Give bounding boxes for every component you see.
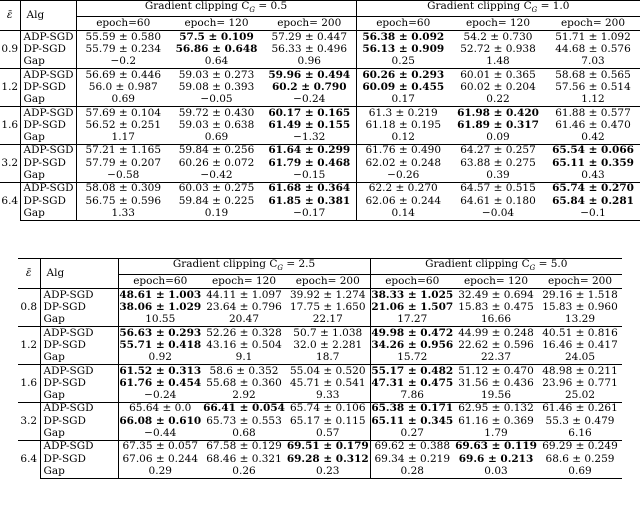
result-cell: 22.62 ± 0.596 [458, 338, 534, 351]
result-cell: 55.3 ± 0.479 [545, 414, 615, 427]
result-cell: 66.08 ± 0.610 [119, 414, 202, 427]
result-cell: 52.72 ± 0.938 [460, 43, 536, 56]
algorithm-name: DP-SGD [40, 339, 118, 351]
epsilon-value: 6.4 [0, 182, 20, 220]
result-cell: 16.66 [480, 313, 512, 326]
epoch-header: epoch= 120 [450, 17, 546, 31]
result-cell: 57.29 ± 0.447 [263, 31, 356, 44]
result-cell: 59.03 ± 0.638 [178, 118, 255, 131]
result-cell: 0.39 [486, 169, 510, 181]
result-cell: 58.6 ± 0.352 [202, 364, 286, 377]
result-cell: 6.16 [568, 427, 592, 439]
result-cell: 0.64 [204, 55, 229, 68]
result-cell: 0.14 [356, 207, 450, 220]
result-cell: 65.84 ± 0.281 [552, 194, 634, 207]
algorithm-name: ADP-SGD [20, 144, 76, 157]
result-cell: 0.69 [111, 93, 135, 106]
epoch-header: epoch=60 [76, 17, 170, 31]
table-row [0, 169, 640, 182]
result-cell: −0.42 [200, 169, 233, 181]
result-cell: 65.54 ± 0.066 [546, 144, 640, 157]
result-cell: 61.98 ± 0.420 [450, 106, 546, 119]
algorithm-name: Gap [40, 465, 118, 478]
result-cell: 58.08 ± 0.309 [76, 182, 170, 195]
result-cell: 68.6 ± 0.259 [545, 452, 615, 465]
algorithm-name: ADP-SGD [20, 106, 76, 119]
group-value: = 0.5 [254, 0, 288, 12]
table-row [18, 301, 622, 313]
result-cell: 45.71 ± 0.541 [286, 377, 370, 389]
result-cell: 62.95 ± 0.132 [454, 402, 538, 415]
result-cell: 51.12 ± 0.470 [454, 364, 538, 377]
group-title: Gradient clipping C [144, 0, 250, 12]
result-cell: 34.26 ± 0.956 [371, 338, 454, 351]
result-cell: 67.58 ± 0.129 [202, 440, 286, 453]
result-cell: 60.09 ± 0.455 [362, 80, 445, 93]
table-row [0, 106, 640, 119]
result-cell: 61.88 ± 0.577 [546, 106, 640, 119]
result-cell: 59.03 ± 0.273 [170, 68, 263, 81]
algorithm-name: DP-SGD [40, 377, 118, 389]
table-row [0, 94, 640, 107]
algorithm-name: ADP-SGD [40, 364, 118, 377]
table-row [0, 207, 640, 220]
table-row [18, 352, 622, 365]
result-cell: 0.22 [486, 93, 510, 106]
result-cell: 19.56 [480, 389, 512, 402]
result-cell: −0.15 [263, 169, 356, 182]
result-cell: −0.17 [263, 207, 356, 220]
result-cell: 67.35 ± 0.057 [118, 440, 202, 453]
result-cell: −0.04 [450, 207, 546, 220]
group-subscript: G [529, 264, 536, 273]
result-cell: 23.96 ± 0.771 [542, 376, 618, 389]
algorithm-name: DP-SGD [40, 453, 118, 465]
epsilon-value: 3.2 [18, 402, 40, 440]
epsilon-value: 1.2 [0, 68, 20, 106]
group-title: Gradient clipping C [425, 258, 530, 270]
result-cell: 18.7 [286, 352, 370, 365]
table-row [0, 81, 640, 93]
table-row [0, 182, 640, 195]
epoch-header: epoch=60 [118, 275, 202, 289]
result-cell: 0.17 [391, 93, 415, 106]
result-cell: 58.68 ± 0.565 [546, 68, 640, 81]
result-cell: 38.06 ± 1.029 [119, 301, 202, 314]
table-row [0, 157, 640, 169]
group-header [356, 1, 640, 17]
result-cell: 1.17 [111, 131, 135, 144]
algorithm-name: Gap [40, 389, 118, 402]
table-row [0, 131, 640, 144]
algorithm-name: Gap [40, 314, 118, 327]
result-cell: 22.17 [286, 314, 370, 327]
table-row [18, 314, 622, 327]
result-cell: −0.1 [546, 207, 640, 220]
result-cell: 61.18 ± 0.195 [365, 118, 442, 131]
result-cell: 57.56 ± 0.514 [555, 80, 631, 93]
result-cell: 0.69 [204, 131, 229, 144]
table-row [0, 119, 640, 131]
algorithm-name: Gap [20, 131, 76, 144]
result-cell: 55.79 ± 0.234 [85, 43, 162, 56]
epsilon-value: 1.2 [18, 326, 40, 364]
result-cell: 0.29 [118, 465, 202, 478]
results-table-top [0, 0, 640, 221]
epoch-header: epoch= 200 [286, 275, 370, 289]
result-cell: 32.0 ± 2.281 [286, 339, 370, 351]
group-subscript: G [531, 6, 538, 15]
algorithm-name: DP-SGD [20, 195, 76, 207]
result-cell: 1.12 [581, 93, 605, 106]
result-cell: 59.96 ± 0.494 [263, 68, 356, 81]
result-cell: 44.11 ± 1.097 [202, 289, 286, 302]
result-cell: 25.02 [564, 389, 596, 402]
result-cell: −1.32 [263, 131, 356, 144]
result-cell: 61.64 ± 0.299 [263, 144, 356, 157]
alg-header: Alg [20, 1, 76, 31]
algorithm-name: ADP-SGD [40, 326, 118, 339]
result-cell: 60.2 ± 0.790 [263, 81, 356, 93]
result-cell: −0.2 [110, 55, 136, 68]
result-cell: 16.46 ± 0.417 [542, 338, 618, 351]
group-title: Gradient clipping C [172, 258, 278, 270]
result-cell: 54.2 ± 0.730 [450, 31, 546, 44]
result-cell: 1.33 [76, 207, 170, 220]
eps-header: ε̄ [18, 259, 40, 289]
result-cell: 63.88 ± 0.275 [460, 156, 536, 169]
epoch-header: epoch= 120 [454, 275, 538, 289]
result-cell: 20.47 [228, 313, 260, 326]
epoch-header: epoch= 200 [538, 275, 622, 289]
result-cell: 39.92 ± 1.274 [286, 289, 370, 302]
result-cell: 9.1 [235, 351, 253, 364]
result-cell: 59.72 ± 0.430 [170, 106, 263, 119]
result-cell: 64.61 ± 0.180 [460, 194, 536, 207]
result-cell: −0.24 [263, 94, 356, 107]
result-cell: 7.86 [400, 389, 424, 402]
result-cell: 69.28 ± 0.312 [286, 452, 369, 465]
epsilon-value: 0.8 [18, 289, 40, 327]
algorithm-name: DP-SGD [40, 415, 118, 427]
result-cell: 65.74 ± 0.270 [546, 182, 640, 195]
result-cell: 57.5 ± 0.109 [170, 31, 263, 44]
result-cell: 62.06 ± 0.244 [365, 194, 442, 207]
eps-header: ε̄ [0, 1, 20, 31]
algorithm-name: Gap [20, 94, 76, 107]
epoch-header: epoch= 120 [170, 17, 263, 31]
result-cell: 0.43 [581, 169, 605, 181]
result-cell: 60.17 ± 0.165 [263, 106, 356, 119]
table-row [0, 68, 640, 81]
result-cell: 69.29 ± 0.249 [538, 440, 622, 453]
result-cell: 62.02 ± 0.248 [365, 156, 442, 169]
result-cell: 24.05 [564, 351, 596, 364]
algorithm-name: DP-SGD [20, 43, 76, 55]
result-cell: 52.26 ± 0.328 [202, 326, 286, 339]
result-cell: 17.27 [397, 313, 428, 326]
result-cell: 65.38 ± 0.171 [371, 402, 454, 415]
result-cell: 0.27 [400, 427, 424, 439]
table-row [18, 440, 622, 453]
results-table-bottom [18, 258, 622, 479]
result-cell: 55.17 ± 0.482 [371, 364, 454, 377]
result-cell: 69.34 ± 0.219 [374, 452, 451, 465]
result-cell: 0.19 [170, 207, 263, 220]
result-cell: 64.57 ± 0.515 [450, 182, 546, 195]
epoch-header: epoch= 120 [202, 275, 286, 289]
result-cell: 55.68 ± 0.360 [206, 376, 282, 389]
alg-header: Alg [40, 259, 118, 289]
result-cell: 0.12 [391, 131, 415, 144]
epsilon-value: 1.6 [0, 106, 20, 144]
result-cell: 0.26 [202, 465, 286, 478]
group-value: = 1.0 [537, 0, 570, 12]
result-cell: 56.0 ± 0.987 [88, 80, 158, 93]
result-cell: 31.56 ± 0.436 [458, 376, 534, 389]
result-cell: 10.55 [145, 313, 176, 326]
result-cell: 0.68 [232, 427, 256, 439]
epoch-header: epoch=60 [370, 275, 454, 289]
table-row [18, 364, 622, 377]
result-cell: 17.75 ± 1.650 [286, 301, 370, 313]
result-cell: 65.11 ± 0.359 [552, 156, 634, 169]
epsilon-value: 0.9 [0, 31, 20, 69]
result-cell: 62.2 ± 0.270 [356, 182, 450, 195]
result-cell: 61.79 ± 0.468 [263, 157, 356, 169]
group-value: = 2.5 [282, 258, 316, 270]
result-cell: −0.24 [144, 389, 177, 402]
result-cell: 0.96 [263, 56, 356, 69]
table-row [0, 144, 640, 157]
result-cell: 0.25 [391, 55, 415, 68]
result-cell: 64.27 ± 0.257 [450, 144, 546, 157]
result-cell: 65.64 ± 0.0 [118, 402, 202, 415]
result-cell: 56.63 ± 0.293 [119, 326, 202, 339]
result-cell: 57.21 ± 1.165 [76, 144, 170, 157]
table-row [18, 415, 622, 427]
result-cell: 55.71 ± 0.418 [119, 338, 202, 351]
result-cell: 61.89 ± 0.317 [457, 118, 539, 131]
table-row [18, 289, 622, 302]
result-cell: 2.92 [232, 389, 256, 402]
algorithm-name: Gap [20, 207, 76, 220]
result-cell: 9.33 [286, 389, 370, 402]
result-cell: 61.76 ± 0.454 [119, 376, 202, 389]
result-cell: 68.46 ± 0.321 [206, 452, 282, 465]
result-cell: −0.05 [200, 93, 233, 106]
result-cell: 47.31 ± 0.475 [371, 376, 454, 389]
algorithm-name: DP-SGD [20, 119, 76, 131]
result-cell: 61.85 ± 0.381 [263, 195, 356, 207]
result-cell: 61.46 ± 0.470 [555, 118, 631, 131]
group-subscript: G [277, 264, 283, 273]
result-cell: 56.69 ± 0.446 [76, 68, 170, 81]
result-cell: 60.26 ± 0.293 [356, 68, 450, 81]
epoch-header: epoch=60 [356, 17, 450, 31]
group-header [118, 259, 370, 275]
result-cell: 21.06 ± 1.507 [371, 301, 454, 314]
algorithm-name: Gap [40, 352, 118, 365]
table-row [18, 402, 622, 415]
result-cell: 15.83 ± 0.475 [458, 301, 534, 314]
result-cell: 66.41 ± 0.054 [203, 402, 285, 415]
result-cell: 55.59 ± 0.580 [76, 31, 170, 44]
result-cell: 61.16 ± 0.369 [458, 414, 534, 427]
result-cell: 55.04 ± 0.520 [286, 364, 370, 377]
result-cell: 65.73 ± 0.553 [206, 414, 282, 427]
result-cell: 0.23 [286, 465, 370, 478]
algorithm-name: ADP-SGD [20, 182, 76, 195]
result-cell: 59.84 ± 0.256 [170, 144, 263, 157]
algorithm-name: Gap [40, 427, 118, 440]
result-cell: 69.62 ± 0.388 [370, 440, 454, 453]
result-cell: 60.02 ± 0.204 [460, 80, 536, 93]
result-cell: 61.52 ± 0.313 [119, 364, 202, 377]
result-cell: 15.83 ± 0.960 [542, 301, 618, 314]
result-cell: 44.99 ± 0.248 [454, 326, 538, 339]
table-row [18, 453, 622, 465]
result-cell: 22.37 [480, 351, 512, 364]
result-cell: 60.03 ± 0.275 [170, 182, 263, 195]
group-header [76, 1, 356, 17]
epoch-header: epoch= 200 [546, 17, 640, 31]
result-cell: 51.71 ± 1.092 [546, 31, 640, 44]
table-row [18, 326, 622, 339]
result-cell: 48.98 ± 0.211 [538, 364, 622, 377]
result-cell: 56.86 ± 0.648 [175, 43, 258, 56]
result-cell: 0.57 [286, 427, 370, 440]
algorithm-name: ADP-SGD [40, 440, 118, 453]
result-cell: −0.58 [107, 169, 140, 181]
result-cell: 57.79 ± 0.207 [85, 156, 162, 169]
algorithm-name: ADP-SGD [40, 289, 118, 302]
result-cell: 15.72 [397, 351, 428, 364]
result-cell: 57.69 ± 0.104 [76, 106, 170, 119]
group-header [370, 259, 622, 275]
result-cell: 61.68 ± 0.364 [263, 182, 356, 195]
result-cell: 69.51 ± 0.179 [286, 440, 369, 453]
result-cell: 0.92 [148, 351, 172, 364]
algorithm-name: ADP-SGD [20, 31, 76, 44]
result-cell: 23.64 ± 0.796 [206, 301, 282, 314]
result-cell: 50.7 ± 1.038 [286, 326, 370, 339]
result-cell: 56.38 ± 0.092 [356, 31, 450, 44]
algorithm-name: DP-SGD [20, 157, 76, 169]
result-cell: 48.61 ± 1.003 [119, 288, 202, 301]
result-cell: 1.48 [486, 55, 510, 68]
algorithm-name: DP-SGD [20, 81, 76, 93]
result-cell: 61.46 ± 0.261 [538, 402, 622, 415]
result-cell: −0.44 [144, 427, 177, 439]
result-cell: 61.49 ± 0.155 [263, 119, 356, 131]
result-cell: 59.84 ± 0.225 [178, 194, 255, 207]
result-cell: 69.63 ± 0.119 [455, 440, 537, 453]
result-cell: 59.08 ± 0.393 [178, 80, 255, 93]
table-row [0, 31, 640, 44]
group-subscript: G [249, 6, 255, 15]
result-cell: 0.09 [486, 131, 510, 144]
result-cell: 56.33 ± 0.496 [263, 43, 356, 55]
table-row [18, 427, 622, 440]
table-row [0, 43, 640, 55]
result-cell: 61.76 ± 0.490 [356, 144, 450, 157]
algorithm-name: Gap [20, 56, 76, 69]
result-cell: 13.29 [564, 313, 596, 326]
result-cell: 43.16 ± 0.504 [206, 338, 282, 351]
result-cell: 65.74 ± 0.106 [286, 402, 370, 415]
table-row [18, 377, 622, 389]
epsilon-value: 1.6 [18, 364, 40, 402]
result-cell: 60.26 ± 0.072 [178, 156, 255, 169]
result-cell: 65.17 ± 0.115 [286, 415, 370, 427]
table-row [0, 195, 640, 207]
epsilon-value: 3.2 [0, 144, 20, 182]
result-cell: 0.42 [581, 131, 605, 144]
result-cell: 56.52 ± 0.251 [85, 118, 162, 131]
algorithm-name: ADP-SGD [20, 68, 76, 81]
result-cell: −0.26 [387, 169, 420, 181]
result-cell: 0.03 [454, 465, 538, 478]
table-row [18, 339, 622, 351]
algorithm-name: Gap [20, 169, 76, 182]
result-cell: 56.13 ± 0.909 [362, 43, 445, 56]
result-cell: 56.75 ± 0.596 [85, 194, 162, 207]
result-cell: 32.49 ± 0.694 [454, 289, 538, 302]
result-cell: 49.98 ± 0.472 [371, 326, 454, 339]
algorithm-name: DP-SGD [40, 301, 118, 313]
result-cell: 7.03 [581, 55, 605, 68]
group-value: = 5.0 [535, 258, 568, 270]
result-cell: 65.11 ± 0.345 [371, 414, 454, 427]
table-row [18, 465, 622, 478]
result-cell: 60.01 ± 0.365 [450, 68, 546, 81]
result-cell: 61.3 ± 0.219 [356, 106, 450, 119]
result-cell: 38.33 ± 1.025 [371, 288, 454, 301]
result-cell: 0.69 [538, 465, 622, 478]
result-cell: 40.51 ± 0.816 [538, 326, 622, 339]
result-cell: 69.6 ± 0.213 [458, 452, 534, 465]
result-cell: 0.28 [370, 465, 454, 478]
table-row [0, 56, 640, 69]
group-title: Gradient clipping C [427, 0, 532, 12]
epsilon-value: 6.4 [18, 440, 40, 478]
algorithm-name: ADP-SGD [40, 402, 118, 415]
result-cell: 29.16 ± 1.518 [538, 289, 622, 302]
result-cell: 1.79 [484, 427, 508, 439]
table-row [18, 389, 622, 402]
result-cell: 67.06 ± 0.244 [122, 452, 199, 465]
epoch-header: epoch= 200 [263, 17, 356, 31]
result-cell: 44.68 ± 0.576 [555, 43, 631, 56]
